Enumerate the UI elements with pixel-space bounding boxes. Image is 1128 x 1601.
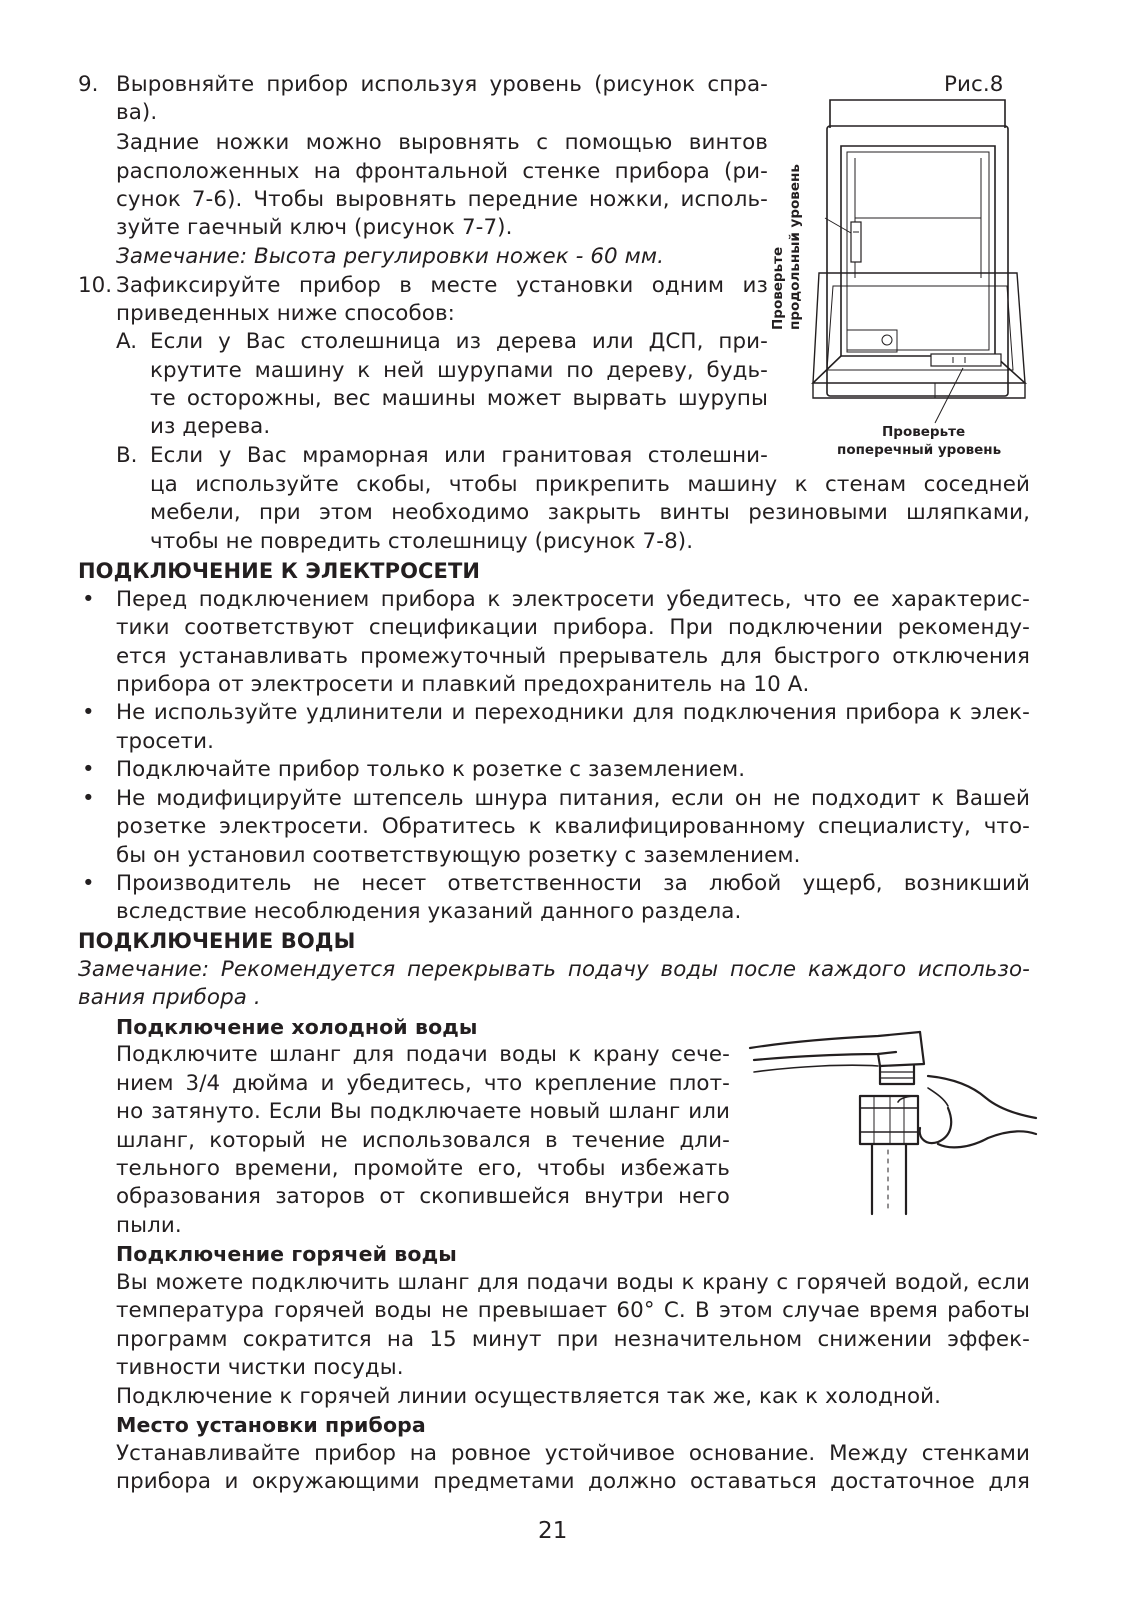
electric-line: Производитель не несет ответственности за любой ущерб, возникший [116, 871, 1030, 896]
electric-line: тики соответствуют спецификации прибора. При подключении рекоменду- [116, 615, 1030, 640]
electric-line: Перед подключением прибора к электросети убедитесь, что ее характерис- [116, 587, 1030, 612]
bullet: • [82, 700, 95, 725]
electric-line: ется устанавливать промежуточный прерыватель для быстрого отключения [116, 644, 1030, 669]
install-location-line: Устанавливайте прибор на ровное устойчивое основание. Между стенками [116, 1441, 1030, 1466]
hot-water-line: тивности чистки посуды. [116, 1355, 404, 1380]
bullet: • [82, 587, 95, 612]
hot-water-line: температура горячей воды не превышает 60° С. В этом случае время работы [116, 1298, 1030, 1323]
option-a-line: крутите машину к ней шурупами по дереву, будь- [150, 358, 768, 383]
cold-water-line: образования заторов от скопившейся внутри него [116, 1184, 730, 1209]
hot-water-line: Вы можете подключить шланг для подачи воды к крану с горячей водой, если [116, 1270, 1030, 1295]
option-b-line: мебели, при этом необходимо закрыть винты резиновыми шляпками, [150, 500, 1030, 525]
section-heading-electric: ПОДКЛЮЧЕНИЕ К ЭЛЕКТРОСЕТИ [78, 559, 481, 583]
label-longitudinal-line2: продольный уровень [787, 164, 803, 330]
option-a-line: те осторожны, вес машины может вырвать шурупы [150, 386, 768, 411]
section-heading-water: ПОДКЛЮЧЕНИЕ ВОДЫ [78, 929, 356, 953]
cold-water-line: пыли. [116, 1213, 182, 1238]
option-b-marker: B. [116, 443, 138, 468]
step-10-line: Зафиксируйте прибор в месте установки одним из [116, 273, 768, 298]
electric-line: тросети. [116, 729, 215, 754]
step-9-line: расположенных на фронтальной стенке прибора (ри- [116, 159, 768, 184]
subheading-hot-water: Подключение горячей воды [116, 1242, 457, 1266]
cold-water-line: нием 3/4 дюйма и убедитесь, что крепление плот- [116, 1071, 730, 1096]
electric-line: прибора от электросети и плавкий предохранитель на 10 А. [116, 672, 810, 697]
option-b-line: Если у Вас мраморная или гранитовая столешни- [150, 443, 768, 468]
subheading-cold-water: Подключение холодной воды [116, 1015, 478, 1039]
step-9-line: Задние ножки можно выровнять с помощью винтов [116, 130, 768, 155]
hot-water-line: Подключение к горячей линии осуществляется так же, как к холодной. [116, 1384, 942, 1409]
faucet-hose-illustration [748, 1026, 1038, 1216]
step-9-line: сунок 7-6). Чтобы выровнять передние ножки, исполь- [116, 187, 768, 212]
cold-water-line: тельного времени, промойте его, чтобы избежать [116, 1156, 730, 1181]
option-a-marker: A. [116, 329, 138, 354]
electric-line: розетке электросети. Обратитесь к квалифицированному специалисту, что- [116, 814, 1030, 839]
water-note-line: вания прибора . [78, 985, 261, 1010]
cold-water-line: шланг, который не использовался в течение дли- [116, 1128, 730, 1153]
bullet: • [82, 871, 95, 896]
install-location-line: прибора и окружающими предметами должно оставаться достаточное для [116, 1469, 1030, 1494]
cold-water-line: Подключите шланг для подачи воды к крану сече- [116, 1042, 730, 1067]
step-9-number: 9. [78, 72, 99, 97]
figure-8-caption: Рис.8 [944, 72, 1004, 97]
step-10-number: 10. [78, 273, 113, 298]
subheading-install-location: Место установки прибора [116, 1413, 426, 1437]
step-10-line: приведенных ниже способов: [116, 301, 455, 326]
label-transverse-line2: поперечный уровень [837, 442, 1002, 458]
label-transverse-line1: Проверьте [882, 424, 966, 440]
step-9-line: ва). [116, 100, 158, 125]
option-b-line: чтобы не повредить столешницу (рисунок 7-8). [150, 529, 694, 554]
cold-water-line: но затянуто. Если Вы подключаете новый шланг или [116, 1099, 730, 1124]
electric-line: Не используйте удлинители и переходники для подключения прибора к элек- [116, 700, 1030, 725]
water-note-line: Замечание: Рекомендуется перекрывать подачу воды после каждого использо- [78, 957, 1030, 982]
electric-line: вследствие несоблюдения указаний данного раздела. [116, 899, 742, 924]
step-9-line: Выровняйте прибор используя уровень (рисунок спра- [116, 72, 768, 97]
step-9-line: зуйте гаечный ключ (рисунок 7-7). [116, 215, 513, 240]
dishwasher-level-illustration [785, 98, 1045, 468]
electric-line: Подключайте прибор только к розетке с заземлением. [116, 757, 746, 782]
option-b-line: ца используйте скобы, чтобы прикрепить машину к стенам соседней [150, 472, 1030, 497]
option-a-line: из дерева. [150, 414, 271, 439]
hot-water-line: программ сократится на 15 минут при незначительном снижении эффек- [116, 1327, 1030, 1352]
page-number: 21 [538, 1518, 568, 1544]
option-a-line: Если у Вас столешница из дерева или ДСП, при- [150, 329, 768, 354]
step-9-note: Замечание: Высота регулировки ножек - 60 мм. [116, 244, 665, 269]
electric-line: бы он установил соответствующую розетку с заземлением. [116, 843, 801, 868]
label-longitudinal-line1: Проверьте [770, 246, 786, 330]
electric-line: Не модифицируйте штепсель шнура питания, если он не подходит к Вашей [116, 786, 1030, 811]
bullet: • [82, 786, 95, 811]
bullet: • [82, 757, 95, 782]
